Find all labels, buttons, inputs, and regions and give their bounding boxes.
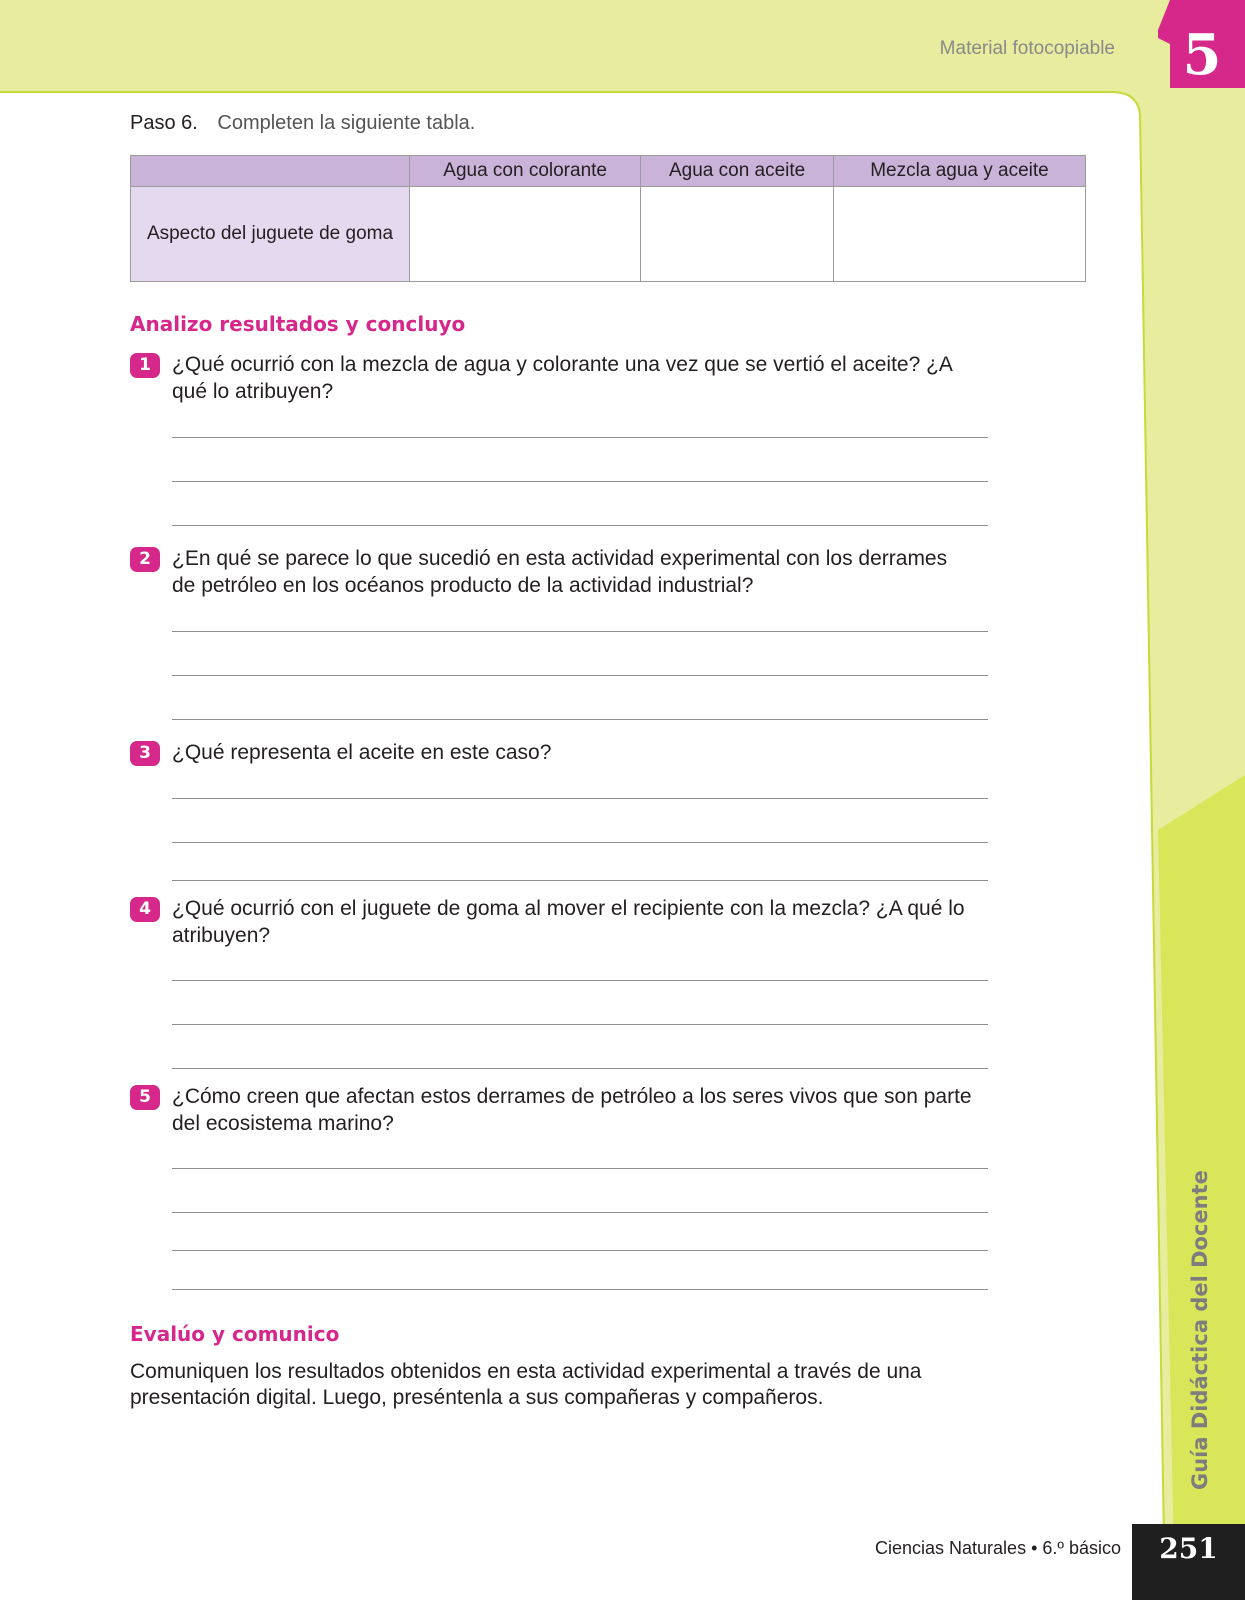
question-text: ¿Qué ocurrió con el juguete de goma al mover el recipiente con la mezcla? ¿A qué lo atribuyen? [172,897,965,947]
table-header-row [131,156,1086,187]
footer-subject: Ciencias Naturales • 6.º básico [875,1538,1121,1558]
question-number-badge: 5 [130,1085,160,1110]
column-header: Agua con colorante [410,156,641,187]
column-header: Agua con aceite [641,156,834,187]
question-number-badge: 1 [130,353,160,378]
table-corner-cell [131,156,410,187]
question-2 [130,545,990,599]
answer-line[interactable] [172,1024,988,1025]
question-text: ¿Qué ocurrió con la mezcla de agua y colorante una vez que se vertió el aceite? ¿A qué lo atribuyen? [172,353,952,403]
answer-line[interactable] [172,1289,988,1290]
answer-cell[interactable] [833,187,1085,282]
answer-line[interactable] [172,1168,988,1169]
sidebar-label: Guía Didáctica del Docente [1188,1170,1212,1490]
question-text: ¿Cómo creen que afectan estos derrames de petróleo a los seres vivos que son parte del ecosistema marino? [172,1085,972,1135]
header-label: Material fotocopiable [939,38,1115,59]
question-number-badge: 3 [130,741,160,766]
answer-cell[interactable] [410,187,641,282]
answer-line[interactable] [172,631,988,632]
results-table [130,155,1086,282]
answer-line[interactable] [172,798,988,799]
answer-line[interactable] [172,719,988,720]
question-text: ¿En qué se parece lo que sucedió en esta actividad experimental con los derrames de petróleo en los océanos producto de la actividad industrial? [172,547,948,597]
answer-line[interactable] [172,1212,988,1213]
answer-line[interactable] [172,1068,988,1069]
question-5 [130,1083,990,1137]
table-row [131,187,1086,282]
question-number-badge: 4 [130,897,160,922]
answer-line[interactable] [172,980,988,981]
evaluation-title: Evalúo y comunico [130,1322,340,1346]
answer-line[interactable] [172,481,988,482]
page-number: 251 [1132,1524,1245,1600]
step-text: Completen la siguiente tabla. [217,112,476,134]
step-label: Paso 6. [130,112,198,134]
column-header: Mezcla agua y aceite [833,156,1085,187]
analysis-title: Analizo resultados y concluyo [130,312,466,336]
question-1 [130,351,990,405]
answer-line[interactable] [172,842,988,843]
evaluation-text: Comuniquen los resultados obtenidos en esta actividad experimental a través de una presentación digital. Luego, preséntenla a sus compañeras y compañeros. [130,1360,922,1409]
answer-line[interactable] [172,437,988,438]
answer-line[interactable] [172,1250,988,1251]
question-3 [130,739,990,766]
answer-line[interactable] [172,675,988,676]
row-header: Aspecto del juguete de goma [131,187,410,282]
question-number-badge: 2 [130,547,160,572]
question-text: ¿Qué representa el aceite en este caso? [172,741,552,764]
answer-cell[interactable] [641,187,834,282]
step-instruction [130,112,475,135]
unit-number: 5 [1182,22,1222,88]
question-4 [130,895,990,949]
answer-line[interactable] [172,880,988,881]
answer-line[interactable] [172,525,988,526]
